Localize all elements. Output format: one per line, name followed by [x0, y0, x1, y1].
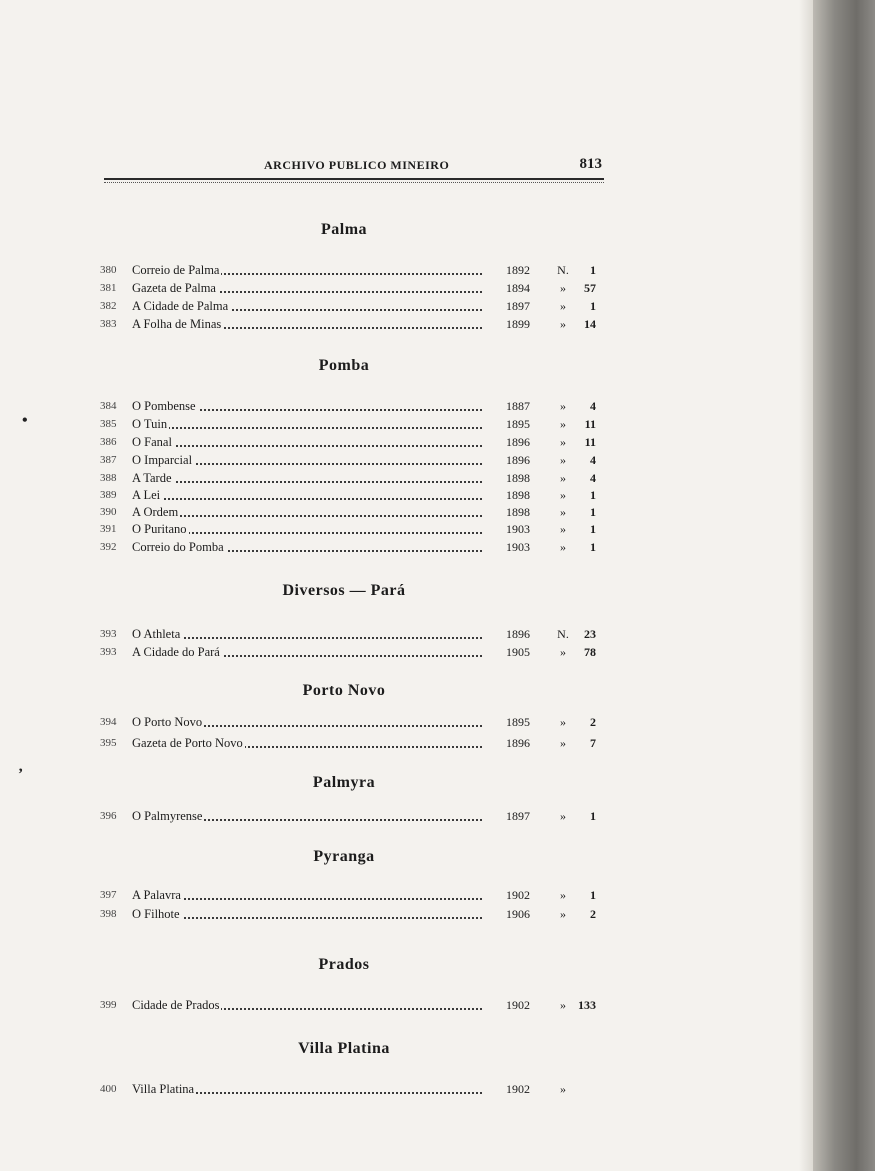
entry-number: 394 — [100, 716, 117, 728]
entry-year: 1896 — [506, 453, 530, 467]
header-title: ARCHIVO PUBLICO MINEIRO — [264, 158, 450, 172]
entry-number: 381 — [100, 282, 117, 294]
entry-number: 387 — [100, 454, 117, 466]
entry-year: 1898 — [506, 505, 530, 519]
list-item — [100, 434, 600, 451]
entry-number: 396 — [100, 810, 117, 822]
entry-mark: » — [560, 471, 566, 485]
entry-mark: » — [560, 907, 566, 921]
entry-year: 1898 — [506, 471, 530, 485]
entry-mark: N. — [557, 263, 569, 277]
list-item — [100, 887, 600, 904]
entry-count: 11 — [584, 417, 596, 431]
entry-year: 1896 — [506, 736, 530, 750]
entry-number: 385 — [100, 418, 117, 430]
list-item — [100, 398, 600, 415]
list-item — [100, 470, 600, 487]
entry-number: 392 — [100, 541, 117, 553]
header-rule-dotted — [104, 182, 604, 183]
entry-year: 1896 — [506, 435, 530, 449]
entry-number: 386 — [100, 436, 117, 448]
entry-count: 14 — [584, 317, 596, 331]
entry-year: 1903 — [506, 522, 530, 536]
entry-number: 384 — [100, 400, 117, 412]
list-item — [100, 997, 600, 1014]
entry-count: 1 — [590, 299, 596, 313]
entry-number: 389 — [100, 489, 117, 501]
entry-title: A Cidade de Palma — [132, 299, 229, 313]
entry-title: O Porto Novo — [132, 715, 203, 729]
entry-number: 393 — [100, 646, 117, 658]
entry-number: 398 — [100, 908, 117, 920]
entry-year: 1892 — [506, 263, 530, 277]
entry-title: A Lei — [132, 488, 161, 502]
list-item — [100, 735, 600, 752]
entry-mark: » — [560, 736, 566, 750]
entry-mark: » — [560, 435, 566, 449]
entry-title: O Puritano — [132, 522, 187, 536]
entry-count: 4 — [590, 453, 596, 467]
entry-year: 1905 — [506, 645, 530, 659]
entry-title: Cidade de Prados — [132, 998, 220, 1012]
entry-count: 23 — [584, 627, 596, 641]
entry-number: 395 — [100, 737, 117, 749]
entry-count: 4 — [590, 399, 596, 413]
entry-mark: » — [560, 888, 566, 902]
entry-mark: » — [560, 417, 566, 431]
list-item — [100, 416, 600, 433]
entry-count: 1 — [590, 540, 596, 554]
margin-mark: • — [22, 412, 28, 429]
entry-number: 393 — [100, 628, 117, 640]
entry-title: O Pombense — [132, 399, 196, 413]
margin-mark: ‚ — [18, 758, 24, 775]
entry-count: 7 — [590, 736, 596, 750]
entry-mark: » — [560, 998, 566, 1012]
section-title: Pyranga — [313, 848, 375, 865]
section-title: Palmyra — [312, 774, 376, 791]
entry-year: 1906 — [506, 907, 530, 921]
entry-year: 1902 — [506, 998, 530, 1012]
page-number: 813 — [579, 156, 602, 172]
entry-year: 1896 — [506, 627, 530, 641]
entry-count: 1 — [590, 888, 596, 902]
list-item — [100, 298, 600, 315]
entry-year: 1902 — [506, 1082, 530, 1096]
entry-count: 78 — [584, 645, 596, 659]
entry-count: 2 — [590, 907, 596, 921]
section-title: Porto Novo — [302, 682, 386, 699]
entry-mark: » — [560, 645, 566, 659]
list-item — [100, 626, 600, 643]
entry-title: O Fanal — [132, 435, 172, 449]
section-title: Diversos — Pará — [282, 582, 406, 599]
entry-mark: » — [560, 715, 566, 729]
list-item — [100, 316, 600, 333]
entry-title: O Athleta — [132, 627, 181, 641]
entry-title: O Filhote — [132, 907, 180, 921]
list-item — [100, 262, 600, 279]
list-item — [100, 808, 600, 825]
list-item — [100, 539, 600, 556]
entry-year: 1898 — [506, 488, 530, 502]
entry-number: 382 — [100, 300, 117, 312]
list-item — [100, 906, 600, 923]
entry-count: 1 — [590, 522, 596, 536]
list-item — [100, 1081, 600, 1098]
entry-title: O Palmyrense — [132, 809, 203, 823]
entry-mark: » — [560, 317, 566, 331]
entry-title: Gazeta de Porto Novo — [132, 736, 243, 750]
list-item — [100, 452, 600, 469]
entry-count: 133 — [578, 998, 596, 1012]
entry-mark: N. — [557, 627, 569, 641]
entry-mark: » — [560, 1082, 566, 1096]
entry-count: 1 — [590, 505, 596, 519]
section-title: Prados — [318, 956, 370, 973]
entry-title: Correio de Palma — [132, 263, 220, 277]
list-item — [100, 280, 600, 297]
entry-title: A Palavra — [132, 888, 181, 902]
entry-year: 1897 — [506, 299, 530, 313]
list-item — [100, 521, 600, 538]
entry-year: 1899 — [506, 317, 530, 331]
entry-count: 1 — [590, 809, 596, 823]
entry-title: A Tarde — [132, 471, 172, 485]
entry-year: 1902 — [506, 888, 530, 902]
entry-title: Villa Platina — [132, 1082, 195, 1096]
entry-count: 11 — [584, 435, 596, 449]
list-item — [100, 487, 600, 504]
list-item — [100, 504, 600, 521]
page-gutter-shadow — [799, 0, 813, 1171]
section-title: Pomba — [318, 357, 370, 374]
entry-number: 388 — [100, 472, 117, 484]
entry-count: 1 — [590, 263, 596, 277]
entry-title: A Cidade do Pará — [132, 645, 220, 659]
entry-year: 1894 — [506, 281, 530, 295]
entry-mark: » — [560, 540, 566, 554]
entry-count: 57 — [584, 281, 596, 295]
running-header — [104, 156, 604, 178]
entry-title: Gazeta de Palma — [132, 281, 216, 295]
page-edge — [813, 0, 875, 1171]
entry-number: 400 — [100, 1083, 117, 1095]
list-item — [100, 714, 600, 731]
entry-number: 399 — [100, 999, 117, 1011]
entry-title: A Folha de Minas — [132, 317, 222, 331]
entry-title: Correio do Pomba — [132, 540, 224, 554]
entry-number: 391 — [100, 523, 117, 535]
header-rule — [104, 178, 604, 180]
entry-mark: » — [560, 399, 566, 413]
entry-title: O Imparcial — [132, 453, 193, 467]
entry-count: 4 — [590, 471, 596, 485]
entry-number: 397 — [100, 889, 117, 901]
entry-year: 1895 — [506, 715, 530, 729]
entry-mark: » — [560, 453, 566, 467]
entry-mark: » — [560, 299, 566, 313]
section-title: Villa Platina — [298, 1040, 390, 1057]
entry-number: 383 — [100, 318, 117, 330]
entry-number: 380 — [100, 264, 117, 276]
entry-count: 1 — [590, 488, 596, 502]
entry-mark: » — [560, 505, 566, 519]
section-title: Palma — [320, 221, 368, 238]
entry-title: A Ordem — [132, 505, 179, 519]
entry-mark: » — [560, 522, 566, 536]
entry-mark: » — [560, 281, 566, 295]
entry-count: 2 — [590, 715, 596, 729]
entry-year: 1903 — [506, 540, 530, 554]
entry-title: O Tuin — [132, 417, 168, 431]
list-item — [100, 644, 600, 661]
entry-mark: » — [560, 809, 566, 823]
entry-year: 1897 — [506, 809, 530, 823]
entry-year: 1895 — [506, 417, 530, 431]
entry-number: 390 — [100, 506, 117, 518]
entry-mark: » — [560, 488, 566, 502]
entry-year: 1887 — [506, 399, 530, 413]
